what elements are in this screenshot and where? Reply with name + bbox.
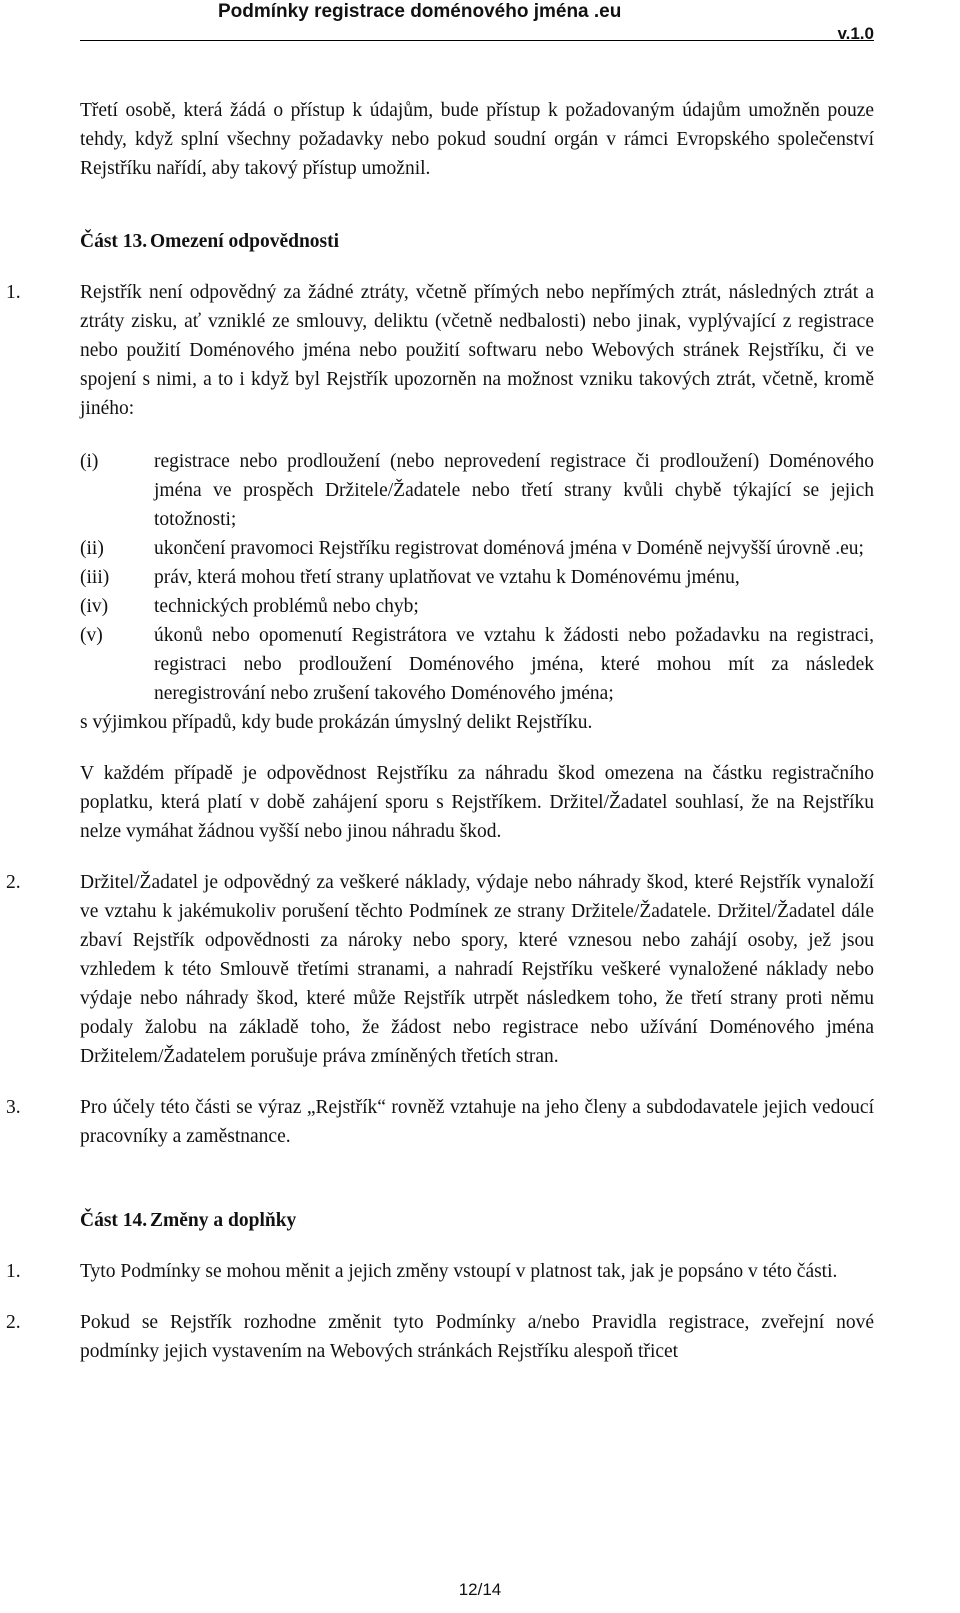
- page-number: 12/14: [458, 1580, 502, 1599]
- exception-text: s výjimkou případů, kdy bude prokázán úmyslný delikt Rejstříku.: [80, 712, 593, 733]
- clause-number: 2.: [6, 1312, 21, 1333]
- exclusion-list: [80, 447, 874, 708]
- list-item-label: (v): [80, 625, 103, 646]
- clause-text: Rejstřík není odpovědný za žádné ztráty, včetně přímých nebo nepřímých ztrát, následných ztrát a ztráty zisku, ať vzniklé ze smlouvy, deliktu (včetně nedbalosti) nebo jinak, vyplývající z registrace nebo použití Doménového jména nebo použití softwaru nebo Webových stránek Rejstříku, či ve spojení s nimi, a to i když byl Rejstřík upozorněn na možnost vzniku takových ztrát, včetně, kromě jiného:: [80, 282, 874, 419]
- clause-number: 1.: [6, 282, 21, 303]
- document-body: [6, 96, 874, 1366]
- liability-limit-paragraph: V každém případě je odpovědnost Rejstříku za náhradu škod omezena na částku registračního poplatku, která platí v době zahájení sporu s Rejstříkem. Držitel/Žadatel souhlasí, že na Rejstříku nelze vymáhat žádnou vyšší nebo jinou náhradu škod.: [80, 763, 874, 842]
- clause-number: 1.: [6, 1261, 21, 1282]
- intro-paragraph: Třetí osobě, která žádá o přístup k údajům, bude přístup k požadovaným údajům umožněn pouze tehdy, když splní všechny požadavky nebo pokud soudní orgán v rámci Evropského společenství Rejstříku nařídí, aby takový přístup umožnil.: [80, 100, 874, 179]
- clause-number: 3.: [6, 1097, 21, 1118]
- list-item-text: technických problémů nebo chyb;: [154, 596, 419, 617]
- clause-14-1: [6, 1257, 874, 1286]
- list-item: [80, 447, 874, 534]
- page-header: [80, 0, 874, 41]
- list-item: [80, 592, 874, 621]
- list-item: [80, 534, 874, 563]
- clause-text: Pro účely této části se výraz „Rejstřík“ rovněž vztahuje na jeho členy a subdodavatele jejich vedoucí pracovníky a zaměstnance.: [80, 1097, 874, 1147]
- section-title: Změny a doplňky: [150, 1210, 297, 1231]
- list-item-label: (iv): [80, 596, 109, 617]
- section-number: Část 13.: [80, 231, 148, 252]
- list-item-label: (i): [80, 451, 99, 472]
- list-item-label: (iii): [80, 567, 110, 588]
- clause-14-2: [6, 1308, 874, 1366]
- clause-13-2: [6, 868, 874, 1071]
- section-heading-13: [80, 227, 874, 256]
- list-item-text: ukončení pravomoci Rejstříku registrovat doménová jména v Doméně nejvyšší úrovně .eu;: [154, 538, 864, 559]
- clause-13-3: [6, 1093, 874, 1151]
- list-item-text: práv, která mohou třetí strany uplatňovat ve vztahu k Doménovému jménu,: [154, 567, 740, 588]
- list-item-text: registrace nebo prodloužení (nebo neprovedení registrace či prodloužení) Doménového jména ve prospěch Držitele/Žadatele nebo třetí strany kvůli chybě týkající se jejich totožnosti;: [154, 451, 874, 530]
- list-item: [80, 621, 874, 708]
- list-item-text: úkonů nebo opomenutí Registrátora ve vztahu k žádosti nebo požadavku na registraci, registraci nebo prodloužení Doménového jména, které mohou mít za následek neregistrování nebo zrušení takového Doménového jména;: [154, 625, 874, 704]
- section-number: Část 14.: [80, 1210, 148, 1231]
- clause-text: Tyto Podmínky se mohou měnit a jejich změny vstoupí v platnost tak, jak je popsáno v této části.: [80, 1261, 838, 1282]
- document-version: v.1.0: [837, 24, 874, 43]
- document-title: Podmínky registrace doménového jména .eu: [218, 1, 622, 22]
- clause-13-1: [6, 278, 874, 423]
- clause-text: Pokud se Rejstřík rozhodne změnit tyto Podmínky a/nebo Pravidla registrace, zveřejní nové podmínky jejich vystavením na Webových stránkách Rejstříku alespoň třicet: [80, 1312, 874, 1362]
- clause-text: Držitel/Žadatel je odpovědný za veškeré náklady, výdaje nebo náhrady škod, které Rejstřík vynaloží ve vztahu k jakémukoliv porušení těchto Podmínek ze strany Držitele/Žadatele. Držitel/Žadatel dále zbaví Rejstřík odpovědnosti za nároky nebo spory, které vznesou nebo zahájí osoby, jež jsou vzhledem k této Smlouvě třetími stranami, a nahradí Rejstříku veškeré vynaložené náklady nebo výdaje nebo náhrady škod, které může Rejstřík utrpět následkem toho, že třetí strany proti němu podaly žalobu na základě toho, že žádost nebo registrace nebo užívání Doménového jména Držitelem/Žadatelem porušuje práva zmíněných třetích stran.: [80, 872, 874, 1067]
- list-item: [80, 563, 874, 592]
- section-title: Omezení odpovědnosti: [150, 231, 340, 252]
- section-heading-14: [80, 1206, 874, 1235]
- clause-number: 2.: [6, 872, 21, 893]
- list-item-label: (ii): [80, 538, 104, 559]
